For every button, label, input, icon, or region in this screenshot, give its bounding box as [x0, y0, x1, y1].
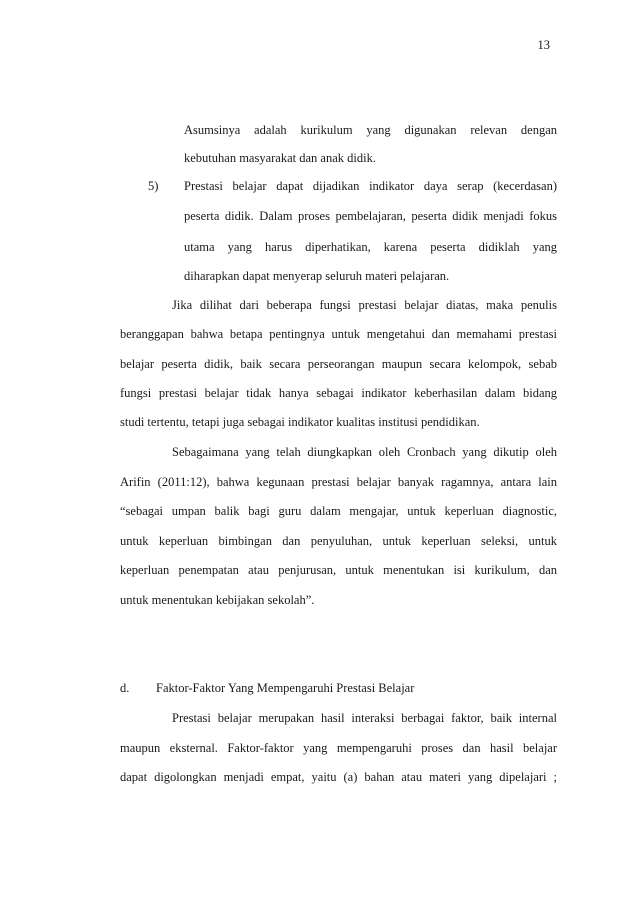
text-line: diharapkan dapat menyerap seluruh materi pelajaran. [184, 269, 450, 283]
text-line: Sebagaimana yang telah diungkapkan oleh Cronbach yang dikutip oleh [172, 445, 557, 459]
text-line: dapat digolongkan menjadi empat, yaitu (a) bahan atau materi yang dipelajari ; [120, 770, 557, 784]
text-line: peserta didik. Dalam proses pembelajaran, peserta didik menjadi fokus [184, 209, 557, 223]
text-line: utama yang harus diperhatikan, karena peserta didiklah yang [184, 240, 557, 254]
text-line: belajar peserta didik, baik secara perseorangan maupun secara kelompok, sebab [120, 357, 557, 371]
page-number: 13 [537, 38, 550, 52]
text-line: Prestasi belajar merupakan hasil interaksi berbagai faktor, baik internal [172, 711, 557, 725]
section-heading [120, 680, 414, 696]
text-line: “sebagai umpan balik bagi guru dalam mengajar, untuk keperluan diagnostic, [120, 504, 557, 518]
text-line: maupun eksternal. Faktor-faktor yang mempengaruhi proses dan hasil belajar [120, 741, 557, 755]
text-line: keperluan penempatan atau penjurusan, untuk menentukan isi kurikulum, dan [120, 563, 557, 577]
text-line: untuk keperluan bimbingan dan penyuluhan, untuk keperluan seleksi, untuk [120, 534, 557, 548]
text-line: Prestasi belajar dapat dijadikan indikator daya serap (kecerdasan) [184, 179, 557, 193]
section-number: d. [120, 681, 130, 695]
text-line: studi tertentu, tetapi juga sebagai indikator kualitas institusi pendidikan. [120, 415, 480, 429]
text-line: fungsi prestasi belajar tidak hanya sebagai indikator keberhasilan dalam bidang [120, 386, 557, 400]
text-line: beranggapan bahwa betapa pentingnya untuk mengetahui dan memahami prestasi [120, 327, 557, 341]
list-item-number: 5) [148, 179, 159, 193]
text-line: Asumsinya adalah kurikulum yang digunakan relevan dengan [184, 123, 557, 137]
text-line: Arifin (2011:12), bahwa kegunaan prestasi belajar banyak ragamnya, antara lain [120, 475, 557, 489]
text-line: kebutuhan masyarakat dan anak didik. [184, 151, 376, 165]
text-line: Jika dilihat dari beberapa fungsi prestasi belajar diatas, maka penulis [172, 298, 557, 312]
section-title: Faktor-Faktor Yang Mempengaruhi Prestasi Belajar [156, 681, 415, 695]
text-line: untuk menentukan kebijakan sekolah”. [120, 593, 315, 607]
